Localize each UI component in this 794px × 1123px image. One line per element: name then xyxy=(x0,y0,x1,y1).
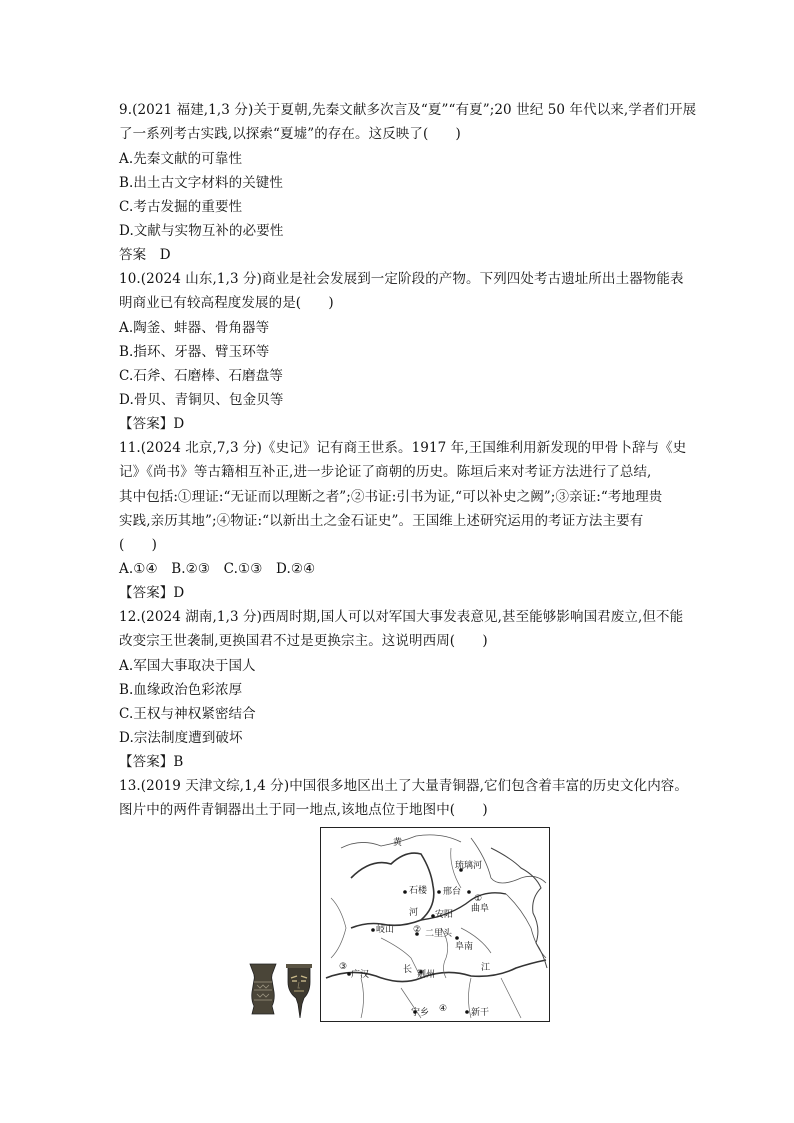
map-label-huang: 黄 xyxy=(393,838,403,848)
q10-stem-line-1: 10.(2024 山东,1,3 分)商业是社会发展到一定阶段的产物。下列四处考古遗址所出土器物能表 xyxy=(119,271,684,287)
q11-stem-line-1: 11.(2024 北京,7,3 分)《史记》记有商王世系。1917 年,王国维利用新发现的甲骨卜辞与《史 xyxy=(119,440,687,456)
q13-stem-line-1: 13.(2019 天津文综,1,4 分)中国很多地区出土了大量青铜器,它们包含着丰富的历史文化内容。 xyxy=(119,778,688,794)
map-label-mark-2: ② xyxy=(413,925,422,935)
q9-answer: 答案 D xyxy=(119,247,171,263)
map-label-xingtai: 邢台 xyxy=(443,887,462,897)
map-label-xingan: 新干 xyxy=(471,1008,490,1018)
q12-option-d: D.宗法制度遭到破坏 xyxy=(119,730,243,746)
map-label-jiang: 江 xyxy=(481,963,491,973)
q9-option-a: A.先秦文献的可靠性 xyxy=(119,151,243,167)
bronze-artifacts-drawing xyxy=(244,960,316,1022)
q10-option-c: C.石斧、石磨棒、石磨盘等 xyxy=(119,368,283,384)
map-label-qufu: 曲阜 xyxy=(471,904,490,914)
q12-answer: 【答案】B xyxy=(119,754,184,770)
map-label-guanghan: 广汉 xyxy=(351,970,370,980)
q13-stem-line-2: 图片中的两件青铜器出土于同一地点,该地点位于地图中( ) xyxy=(119,802,488,818)
q10-option-d: D.骨贝、青铜贝、包金贝等 xyxy=(119,392,284,408)
q11-options: A.①④ B.②③ C.①③ D.②④ xyxy=(119,561,316,577)
q12-option-c: C.王权与神权紧密结合 xyxy=(119,706,256,722)
map-label-jingzhou: 荆州 xyxy=(417,970,436,980)
q9-option-b: B.出土古文字材料的关键性 xyxy=(119,175,284,191)
q9-option-d: D.文献与实物互补的必要性 xyxy=(119,223,284,239)
q10-option-a: A.陶釜、蚌器、骨角器等 xyxy=(119,320,270,336)
q9-stem-line-2: 了一系列考古实践,以探索“夏墟”的存在。这反映了( ) xyxy=(119,126,461,142)
map-label-erlitou: 二里头 xyxy=(425,929,453,939)
map-label-chang: 长 xyxy=(403,965,413,975)
map-drawing xyxy=(321,828,549,1021)
q11-stem-line-2: 记》《尚书》等古籍相互补正,进一步论证了商朝的历史。陈垣后来对考证方法进行了总结, xyxy=(119,464,652,480)
map-label-he: 河 xyxy=(409,908,419,918)
map-label-liulihe: 琉璃河 xyxy=(455,861,483,871)
q11-stem-line-5: ( ) xyxy=(119,537,157,553)
q11-stem-line-4: 实践,亲历其地”;④物证:“以新出土之金石证史”。王国维上述研究运用的考证方法主要有 xyxy=(119,513,644,529)
q9-stem-line-1: 9.(2021 福建,1,3 分)关于夏朝,先秦文献多次言及“夏”“有夏”;20 世纪 50 年代以来,学者们开展 xyxy=(119,102,697,118)
q11-answer: 【答案】D xyxy=(119,585,185,601)
q12-option-a: A.军国大事取决于国人 xyxy=(119,658,256,674)
q12-stem-line-2: 改变宗王世袭制,更换国君不过是更换宗主。这说明西周( ) xyxy=(119,633,488,649)
bronze-vessel-icon xyxy=(250,964,276,1014)
map-label-ningxiang: 宁乡 xyxy=(411,1008,430,1018)
q10-stem-line-2: 明商业已有较高程度发展的是( ) xyxy=(119,295,334,311)
bronze-artifacts-image xyxy=(244,960,316,1022)
bronze-head-icon xyxy=(286,964,312,1018)
map-label-qishan: 岐山 xyxy=(376,925,395,935)
map-label-mark-3: ③ xyxy=(339,962,348,972)
q10-answer: 【答案】D xyxy=(119,416,185,432)
q12-option-b: B.血缘政治色彩浓厚 xyxy=(119,682,243,698)
map-label-funan: 阜南 xyxy=(455,942,474,952)
map-label-mark-4: ④ xyxy=(439,1004,448,1014)
q11-stem-line-3: 其中包括:①理证:“无证而以理断之者”;②书证:引书为证,“可以补史之阙”;③亲证:“考地理贵 xyxy=(119,489,663,505)
q9-option-c: C.考古发掘的重要性 xyxy=(119,199,243,215)
ancient-china-map xyxy=(320,827,550,1022)
map-label-mark-1: ① xyxy=(474,894,483,904)
q12-stem-line-1: 12.(2024 湖南,1,3 分)西周时期,国人可以对军国大事发表意见,甚至能够影响国君废立,但不能 xyxy=(119,609,684,625)
map-label-shilou: 石楼 xyxy=(409,886,428,896)
map-label-anyang: 安阳 xyxy=(435,910,454,920)
q10-option-b: B.指环、牙器、臂玉环等 xyxy=(119,344,270,360)
